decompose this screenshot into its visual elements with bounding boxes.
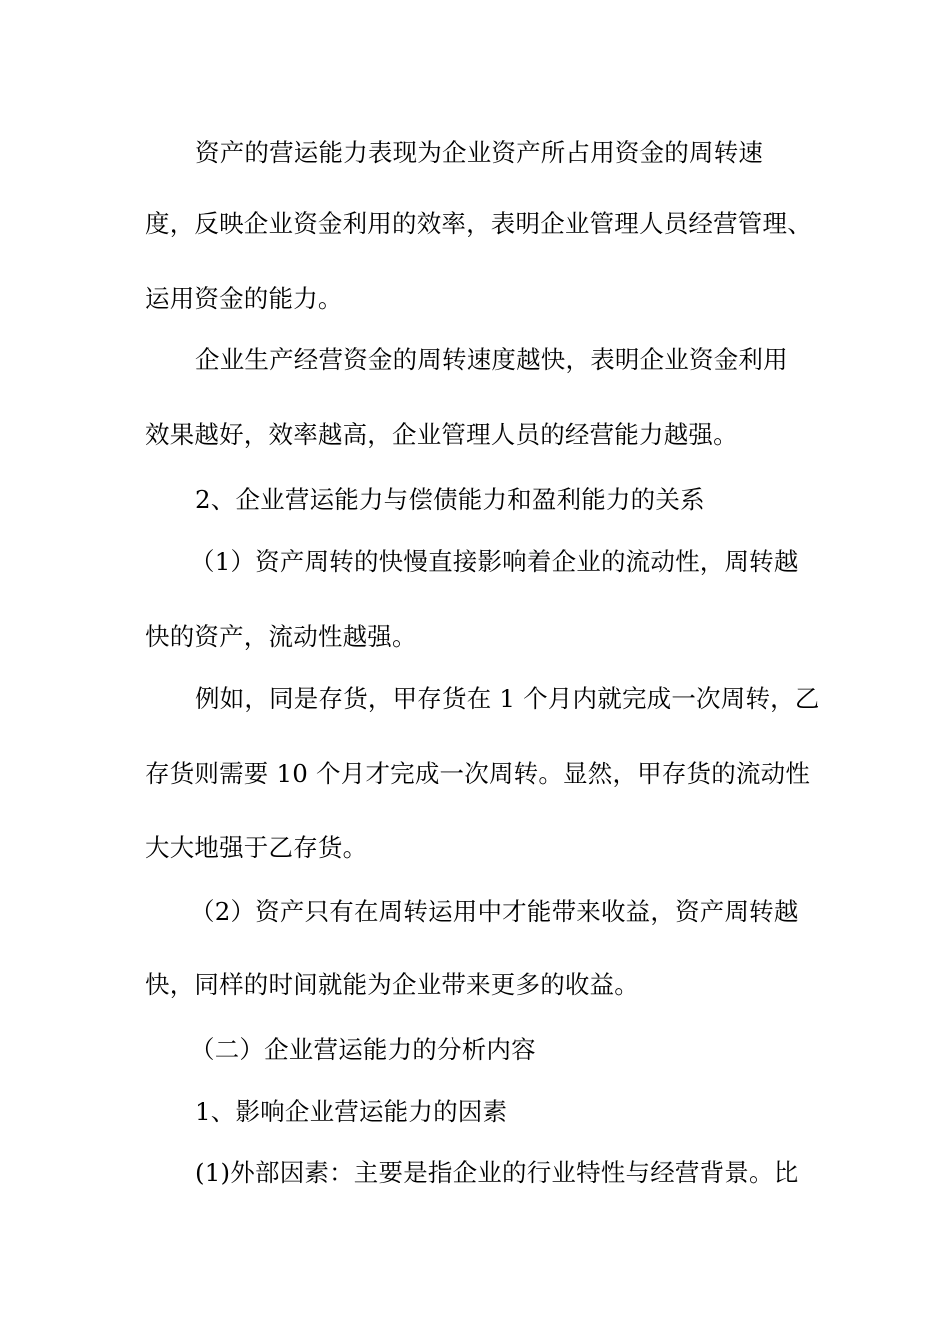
paragraph-line: 资产的营运能力表现为企业资产所占用资金的周转速 bbox=[195, 138, 764, 167]
paragraph-line: 例如，同是存货，甲存货在 1 个月内就完成一次周转，乙 bbox=[195, 684, 820, 713]
paragraph-line: 快，同样的时间就能为企业带来更多的收益。 bbox=[145, 970, 639, 999]
paragraph-line: 快的资产，流动性越强。 bbox=[145, 622, 417, 651]
paragraph-line: （1）资产周转的快慢直接影响着企业的流动性，周转越 bbox=[190, 547, 799, 576]
paragraph-line: 大大地强于乙存货。 bbox=[145, 833, 368, 862]
section-heading: 1、影响企业营运能力的因素 bbox=[195, 1097, 508, 1126]
paragraph-line: 度，反映企业资金利用的效率，表明企业管理人员经营管理、 bbox=[145, 209, 812, 238]
section-heading: （二）企业营运能力的分析内容 bbox=[190, 1035, 536, 1064]
paragraph-line: 运用资金的能力。 bbox=[145, 284, 343, 313]
paragraph-line: （2）资产只有在周转运用中才能带来收益，资产周转越 bbox=[190, 897, 799, 926]
paragraph-line: 效果越好，效率越高，企业管理人员的经营能力越强。 bbox=[145, 420, 738, 449]
paragraph-line: 存货则需要 10 个月才完成一次周转。显然，甲存货的流动性 bbox=[145, 759, 811, 788]
paragraph-line: (1)外部因素：主要是指企业的行业特性与经营背景。比 bbox=[195, 1158, 799, 1187]
section-heading: 2、企业营运能力与偿债能力和盈利能力的关系 bbox=[195, 485, 705, 514]
paragraph-line: 企业生产经营资金的周转速度越快，表明企业资金利用 bbox=[195, 345, 788, 374]
